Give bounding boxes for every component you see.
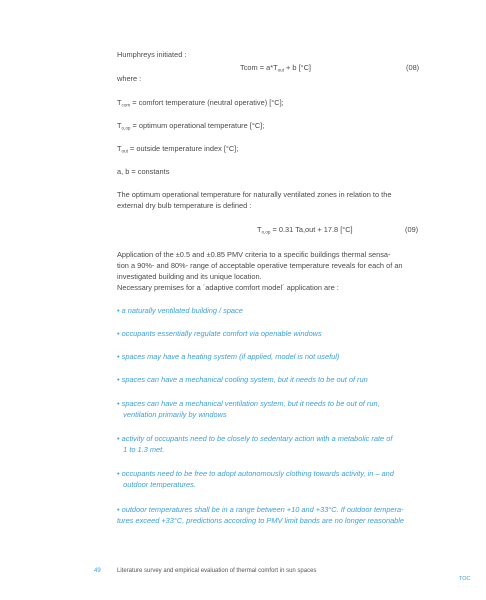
def-symbol: T xyxy=(117,144,122,153)
bullet-item-cont: outdoor temperatures. xyxy=(117,480,196,489)
def-text: = outside temperature index [°C]; xyxy=(127,144,239,153)
def-sub: com xyxy=(121,102,131,108)
toc-dots: · · · · · xyxy=(458,584,477,590)
footer-page-number: 49 xyxy=(94,568,101,574)
footer-title: Literature survey and empirical evaluation of thermal comfort in sun spaces xyxy=(117,568,317,574)
bullet-item-cont: 1 to 1.3 met. xyxy=(117,445,165,454)
bullet-item: • occupants essentially regulate comfort via openable windows xyxy=(117,329,322,338)
def-toop xyxy=(117,121,264,134)
def-symbol: T xyxy=(117,98,122,107)
constants-text: a, b = constants xyxy=(117,167,170,176)
def-text: = optimum operational temperature [°C]; xyxy=(130,121,265,130)
equation-08 xyxy=(240,63,311,76)
def-tcom xyxy=(117,98,284,111)
equation-09 xyxy=(257,225,353,238)
bullet-item: • a naturally ventilated building / space xyxy=(117,306,243,315)
eq09-sub: o,op xyxy=(261,229,271,235)
para1-line1: The optimum operational temperature for naturally ventilated zones in relation to the xyxy=(117,190,392,199)
eq09-lhs: T xyxy=(257,225,262,234)
def-tout xyxy=(117,144,238,157)
def-sub: out xyxy=(121,148,128,154)
eq09-number: (09) xyxy=(405,225,419,234)
def-text: = comfort temperature (neutral operative) [°C]; xyxy=(130,98,284,107)
bullet-item-cont: tures exceed +33°C, predictions according to PMV limit bands are no longer reasonable xyxy=(117,516,405,525)
def-sub: o,op xyxy=(121,125,131,131)
eq08-rhs: + b [°C] xyxy=(283,63,311,72)
bullet-item: • outdoor temperatures shall be in a range between +10 and +33°C. If outdoor tempera- xyxy=(117,505,404,514)
para1-line2: external dry bulb temperature is defined : xyxy=(117,201,252,210)
bullet-item: • spaces may have a heating system (if applied, model is not useful) xyxy=(117,352,340,361)
bullet-item-cont: ventilation primarily by windows xyxy=(117,410,227,419)
para2-line4: Necessary premises for a ´adaptive comfort model´ application are : xyxy=(117,283,339,292)
bullet-item: • occupants need to be free to adopt autonomously clothing towards activity, in – and xyxy=(117,469,394,478)
eq08-sub: out xyxy=(277,67,284,73)
intro-text: Humphreys initiated : xyxy=(117,50,187,59)
def-symbol: T xyxy=(117,121,122,130)
eq08-number: (08) xyxy=(406,63,420,72)
bullet-item: • spaces can have a mechanical ventilation system, but it needs to be out of run, xyxy=(117,399,380,408)
bullet-item: • activity of occupants need to be closely to sedentary action with a metabolic rate of xyxy=(117,434,393,443)
para2-line3: investigated building and its unique location. xyxy=(117,272,262,281)
eq08-lhs: Tcom = a*T xyxy=(240,63,278,72)
para2-line1: Application of the ±0.5 and ±0.85 PMV criteria to a specific buildings thermal sensa- xyxy=(117,250,391,259)
eq09-rhs: = 0.31 Ta,out + 17.8 [°C] xyxy=(270,225,353,234)
bullet-item: • spaces can have a mechanical cooling system, but it needs to be out of run xyxy=(117,375,368,384)
para2-line2: tion a 90%- and 80%- range of acceptable operative temperature reveals for each of an xyxy=(117,261,403,270)
where-label: where : xyxy=(117,74,142,83)
toc-link[interactable]: TOC xyxy=(459,576,471,582)
